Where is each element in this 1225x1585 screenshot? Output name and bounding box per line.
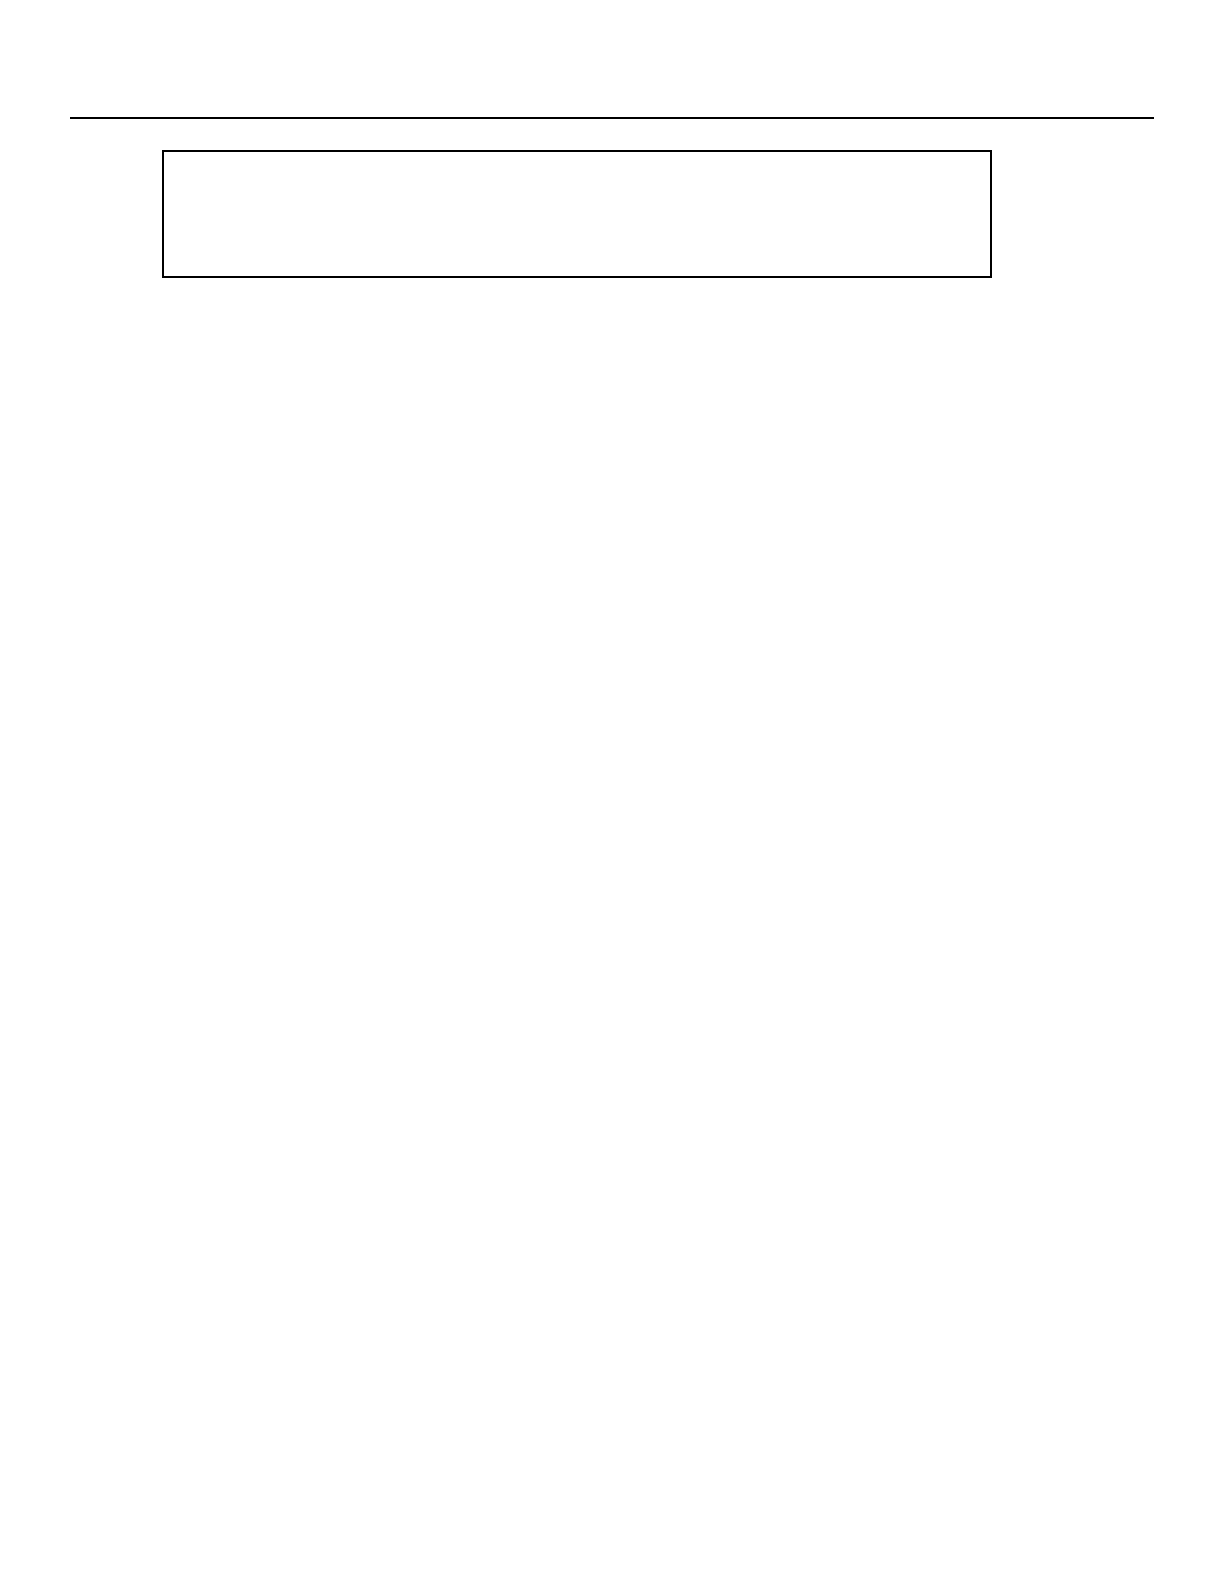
title-rule [70, 117, 1154, 119]
model-legend-box [162, 150, 992, 278]
